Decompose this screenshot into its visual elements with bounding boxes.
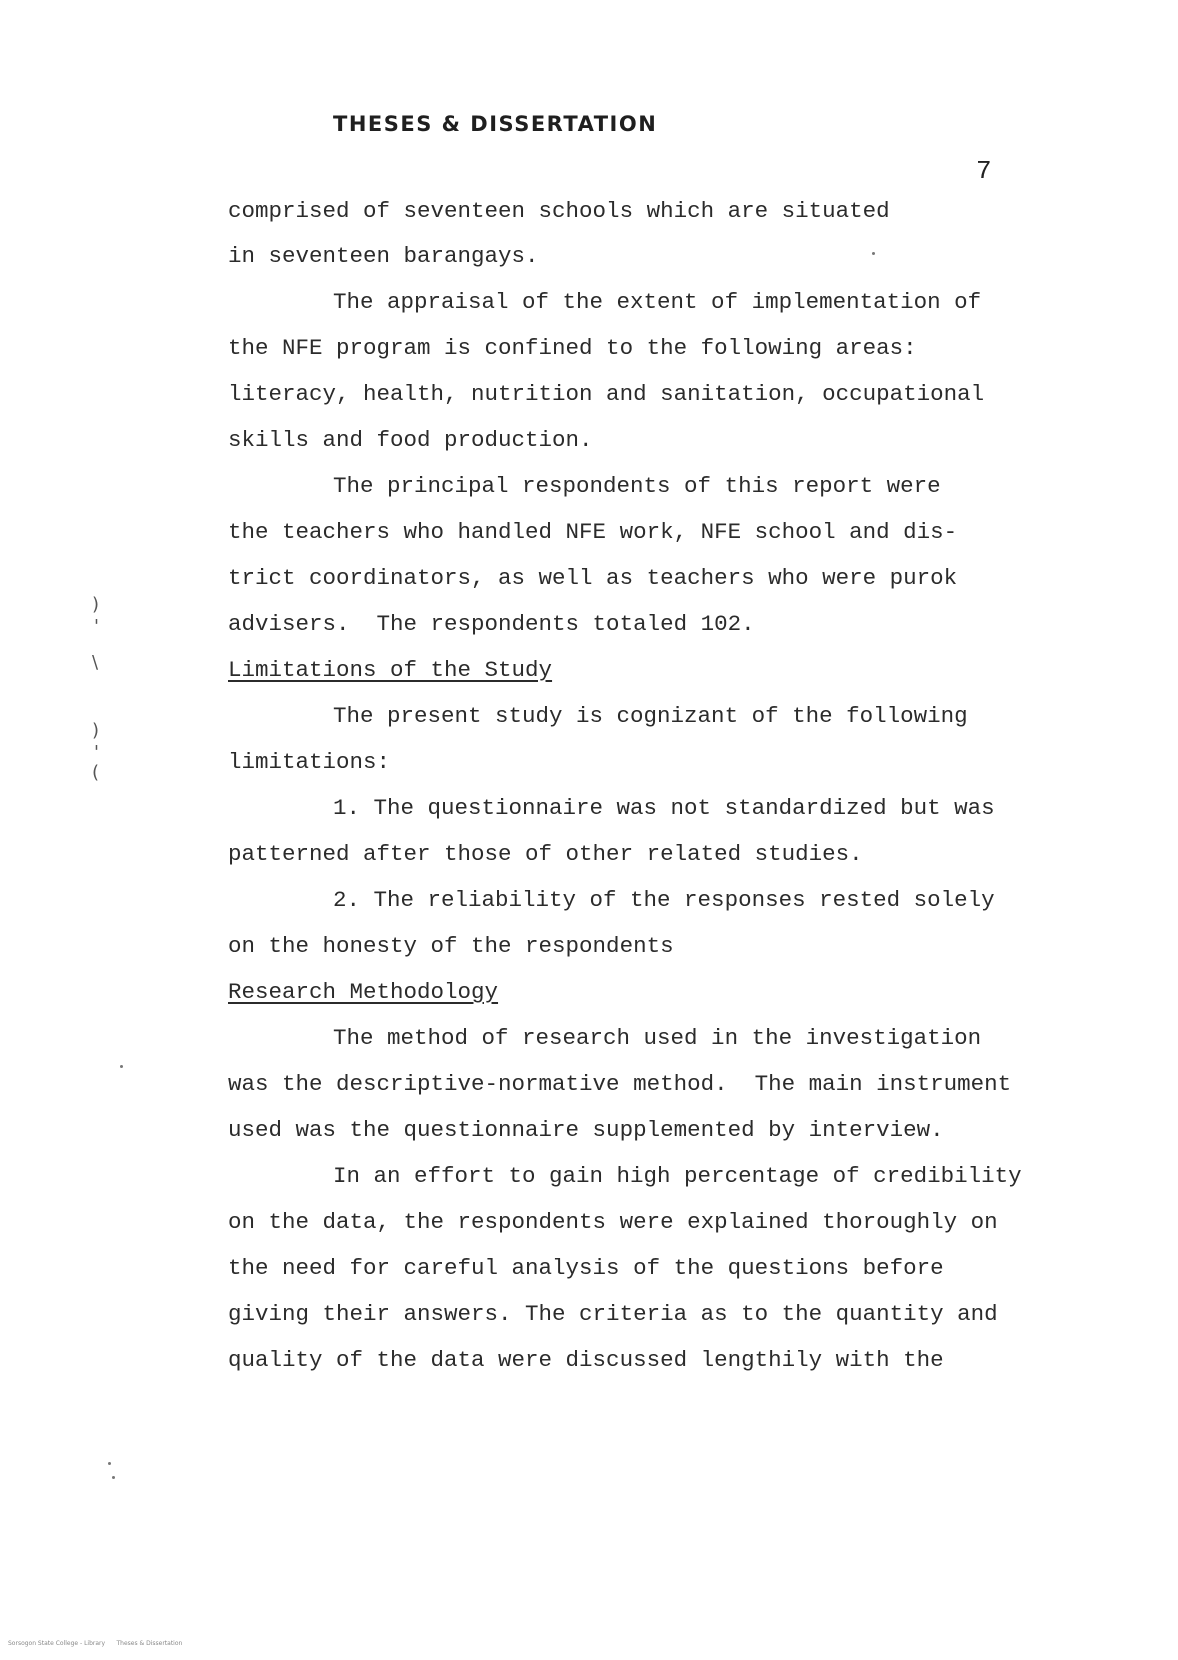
theses-dissertation-stamp: THESES & DISSERTATION: [333, 112, 658, 136]
section-heading-methodology: Research Methodology: [228, 979, 499, 1005]
scan-speck: [112, 1476, 115, 1479]
margin-mark: ): [92, 720, 100, 741]
scan-speck: [108, 1462, 111, 1465]
text-line: in seventeen barangays.: [228, 243, 539, 269]
text-line: literacy, health, nutrition and sanitation, occupational: [228, 381, 985, 407]
text-line: the need for careful analysis of the questions before: [228, 1255, 944, 1281]
text-line: the NFE program is confined to the following areas:: [228, 335, 917, 361]
scan-speck: [872, 252, 875, 255]
text-line: quality of the data were discussed lengthily with the: [228, 1347, 944, 1373]
margin-mark: (: [92, 762, 100, 783]
margin-mark: ': [94, 742, 99, 763]
margin-mark: ': [94, 616, 99, 637]
text-line: the teachers who handled NFE work, NFE school and dis-: [228, 519, 958, 545]
margin-mark: \: [92, 652, 99, 673]
list-item-1: 1. The questionnaire was not standardized but was: [333, 795, 995, 821]
scan-footer: Sorsogon State College - Library Theses & Dissertation: [8, 1640, 183, 1647]
text-line: giving their answers. The criteria as to the quantity and: [228, 1301, 998, 1327]
paragraph-first-line: The present study is cognizant of the following: [333, 703, 968, 729]
margin-mark: ): [92, 594, 100, 615]
section-heading-limitations: Limitations of the Study: [228, 657, 553, 683]
text-line: patterned after those of other related studies.: [228, 841, 863, 867]
text-line: skills and food production.: [228, 427, 593, 453]
paragraph-first-line: The principal respondents of this report were: [333, 473, 941, 499]
paragraph-first-line: The method of research used in the investigation: [333, 1025, 982, 1051]
text-line: on the data, the respondents were explained thoroughly on: [228, 1209, 998, 1235]
page-number: 7: [976, 156, 992, 186]
text-line: comprised of seventeen schools which are situated: [228, 198, 890, 224]
text-line: on the honesty of the respondents: [228, 933, 674, 959]
paragraph-first-line: The appraisal of the extent of implementation of: [333, 289, 982, 315]
text-line: limitations:: [228, 749, 391, 775]
list-item-2: 2. The reliability of the responses rested solely: [333, 887, 995, 913]
scan-speck: [120, 1065, 123, 1068]
text-line: advisers. The respondents totaled 102.: [228, 611, 755, 637]
paragraph-first-line: In an effort to gain high percentage of credibility: [333, 1163, 1022, 1189]
text-line: was the descriptive-normative method. The main instrument: [228, 1071, 1012, 1097]
text-line: used was the questionnaire supplemented by interview.: [228, 1117, 944, 1143]
text-line: trict coordinators, as well as teachers who were purok: [228, 565, 958, 591]
